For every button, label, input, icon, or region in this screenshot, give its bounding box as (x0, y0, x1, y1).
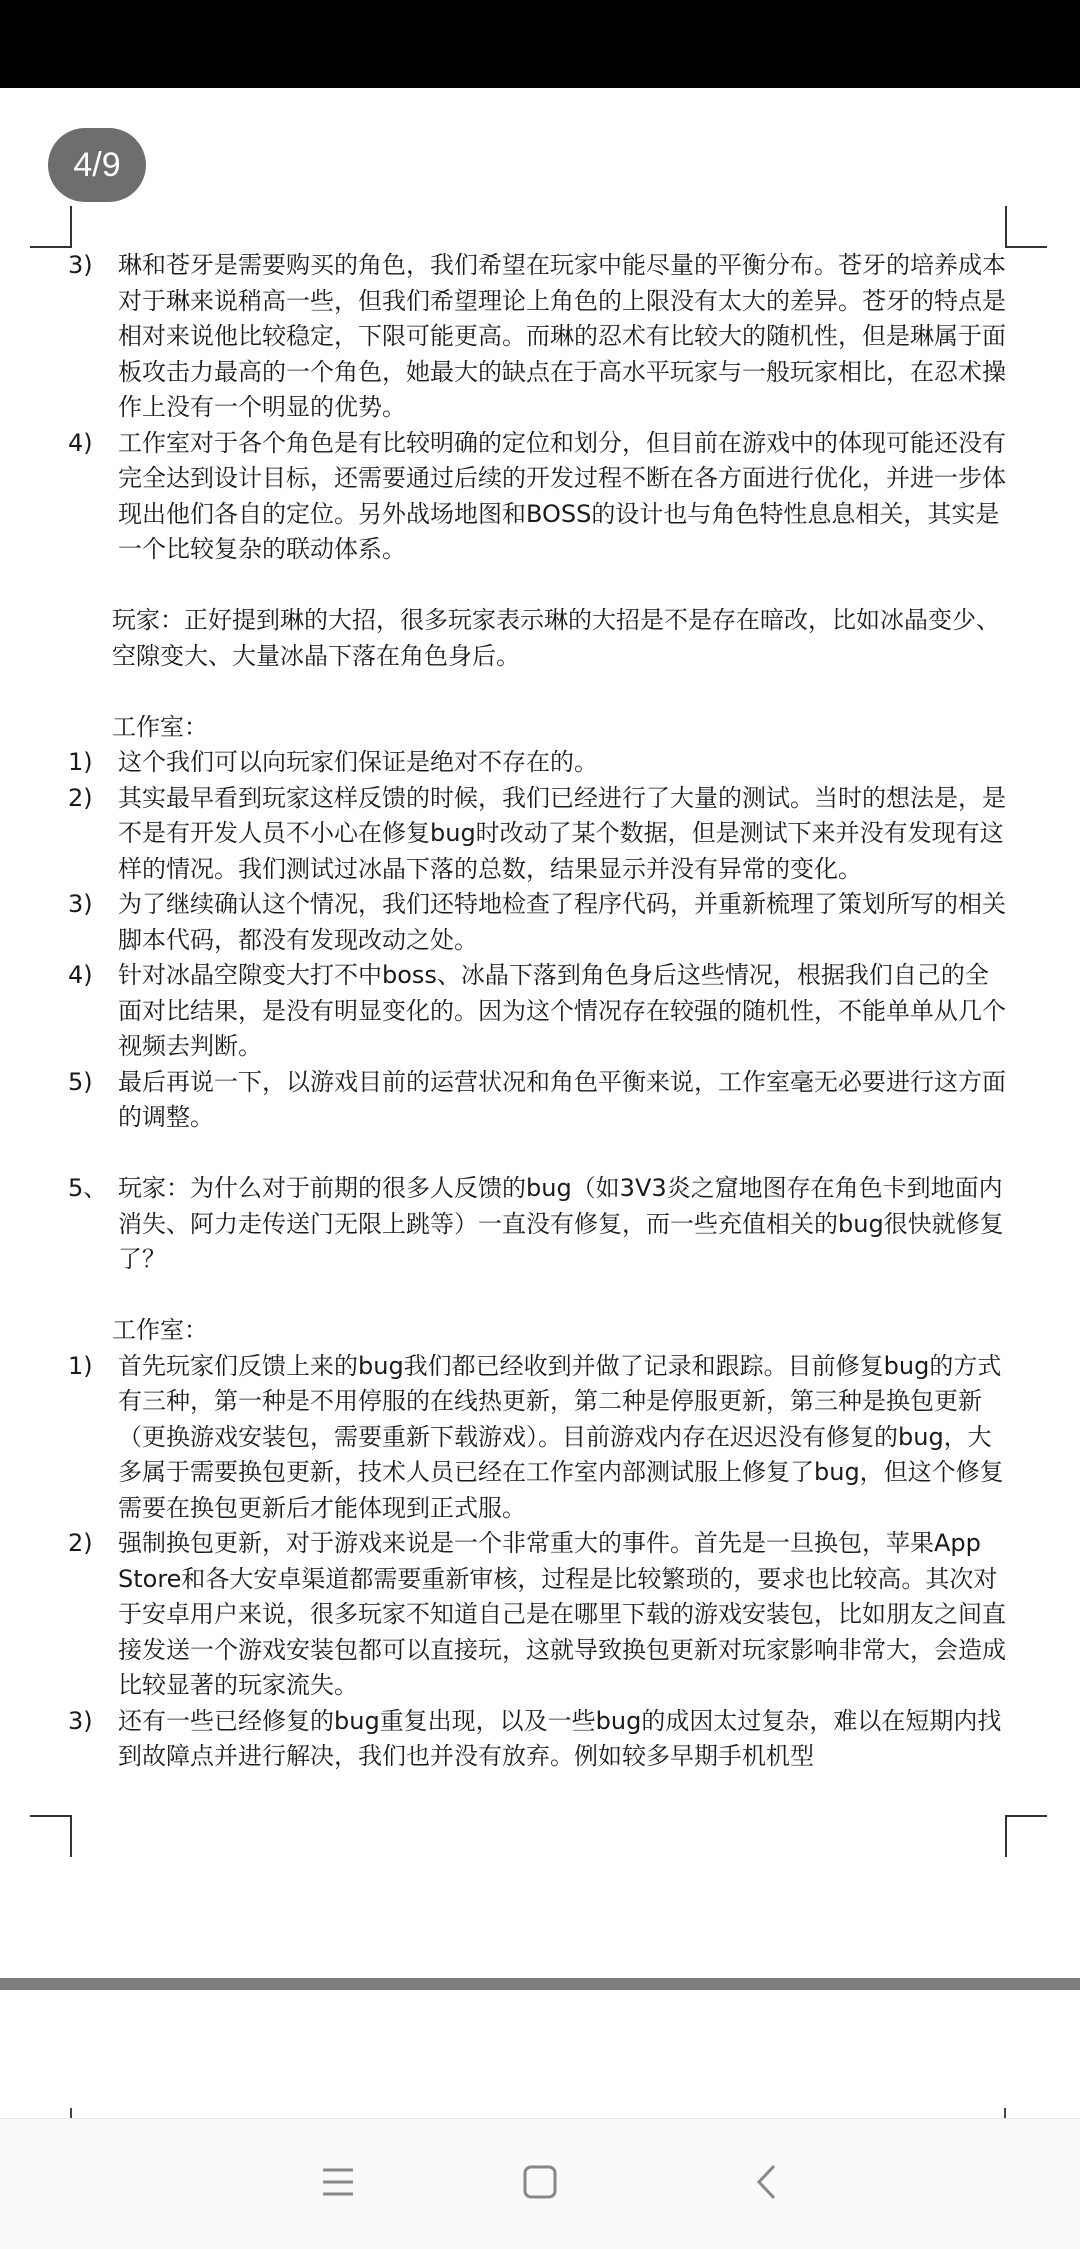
list-item (68, 1065, 1006, 1136)
list-text: 针对冰晶空隙变大打不中boss、冰晶下落到角色身后这些情况，根据我们自己的全面对比结果，是没有明显变化的。因为这个情况存在较强的随机性，不能单单从几个视频去判断。 (118, 961, 1006, 1060)
list-item (68, 1526, 1006, 1704)
list-number: 5) (68, 1067, 93, 1096)
player-question: 玩家：正好提到琳的大招，很多玩家表示琳的大招是不是存在暗改，比如冰晶变少、空隙变大、大量冰晶下落在角色身后。 (112, 606, 1000, 670)
home-button[interactable] (480, 2119, 600, 2249)
menu-icon (321, 2167, 355, 2201)
studio-label: 工作室： (112, 1316, 208, 1344)
list-number: 3) (68, 890, 93, 918)
list-text: 其实最早看到玩家这样反馈的时候，我们已经进行了大量的测试。当时的想法是，是不是有开发人员不小心在修复bug时改动了某个数据，但是测试下来并没有发现有这样的情况。我们测试过冰晶下落的总数，结果显示并没有异常的变化。 (118, 783, 1006, 883)
page-indicator: 4/9 (48, 128, 146, 202)
list-text: 还有一些已经修复的bug重复出现，以及一些bug的成因太过复杂，难以在短期内找到故障点并进行解决，我们也并没有放弃。例如较多早期手机机型 (118, 1706, 1002, 1770)
status-bar (0, 0, 1080, 88)
list-number: 4) (68, 961, 93, 989)
list-item (68, 887, 1006, 958)
question-text: 玩家：为什么对于前期的很多人反馈的bug（如3V3炎之窟地图存在角色卡到地面内消失、阿力走传送门无限上跳等）一直没有修复，而一些充值相关的bug很快就修复了？ (118, 1174, 1004, 1273)
list-item (68, 426, 1006, 568)
list-text: 最后再说一下，以游戏目前的运营状况和角色平衡来说，工作室毫无必要进行这方面的调整。 (118, 1067, 1006, 1131)
page-corner-tick (70, 2108, 72, 2118)
list-number: 4) (68, 428, 93, 457)
list-item (68, 781, 1006, 888)
page-corner-tick (1004, 2108, 1006, 2118)
list-text: 首先玩家们反馈上来的bug我们都已经收到并做了记录和跟踪。目前修复bug的方式有三种，第一种是不用停服的在线热更新，第二种是停服更新，第三种是换包更新（更换游戏安装包，需要重新下载游戏）。目前游戏内存在迟迟没有修复的bug，大多属于需要换包更新，技术人员已经在工作室内部测试服上修复了bug，但这个修复需要在换包更新后才能体现到正式服。 (118, 1351, 1004, 1522)
question-number: 5、 (68, 1174, 108, 1202)
list-text: 工作室对于各个角色是有比较明确的定位和划分，但目前在游戏中的体现可能还没有完全达到设计目标，还需要通过后续的开发过程不断在各方面进行优化，并进一步体现出他们各自的定位。另外战场地图和BOSS的设计也与角色特性息息相关，其实是一个比较复杂的联动体系。 (118, 428, 1006, 563)
list-number: 2) (68, 1529, 93, 1557)
page-corner-mark (1005, 1815, 1047, 1857)
list-number: 3) (68, 251, 93, 279)
page-corner-mark (30, 1815, 72, 1857)
list-number: 1) (68, 1351, 93, 1380)
list-item (68, 248, 1006, 426)
list-number: 3) (68, 1706, 93, 1735)
list-item (68, 745, 1006, 781)
studio-label: 工作室： (112, 712, 208, 741)
list-text: 为了继续确认这个情况，我们还特地检查了程序代码，并重新梳理了策划所写的相关脚本代码，都没有发现改动之处。 (118, 890, 1006, 954)
list-item (68, 958, 1006, 1065)
menu-button[interactable] (278, 2119, 398, 2249)
square-home-icon (523, 2165, 557, 2203)
question-item (68, 1171, 1006, 1278)
list-number: 1) (68, 748, 93, 776)
list-item (68, 1349, 1006, 1527)
list-item (68, 1704, 1006, 1775)
page-separator (0, 1978, 1080, 1990)
list-number: 2) (68, 783, 93, 812)
next-page-preview[interactable] (0, 1990, 1080, 2118)
page-corner-mark (30, 206, 72, 248)
back-button[interactable] (706, 2119, 826, 2249)
document-text (68, 248, 1006, 1775)
navigation-bar (0, 2118, 1080, 2249)
list-text: 琳和苍牙是需要购买的角色，我们希望在玩家中能尽量的平衡分布。苍牙的培养成本对于琳来说稍高一些，但我们希望理论上角色的上限没有太大的差异。苍牙的特点是相对来说他比较稳定，下限可能更高。而琳的忍术有比较大的随机性，但是琳属于面板攻击力最高的一个角色，她最大的缺点在于高水平玩家与一般玩家相比，在忍术操作上没有一个明显的优势。 (118, 251, 1006, 421)
list-text: 这个我们可以向玩家们保证是绝对不存在的。 (118, 748, 598, 776)
back-chevron-icon (755, 2163, 777, 2205)
list-text: 强制换包更新，对于游戏来说是一个非常重大的事件。首先是一旦换包，苹果App Store和各大安卓渠道都需要重新审核，过程是比较繁琐的，要求也比较高。其次对于安卓用户来说，很多玩家不知道自己是在哪里下载的游戏安装包，比如朋友之间直接发送一个游戏安装包都可以直接玩，这就导致换包更新对玩家影响非常大，会造成比较显著的玩家流失。 (118, 1529, 1006, 1699)
page-corner-mark (1005, 206, 1047, 248)
